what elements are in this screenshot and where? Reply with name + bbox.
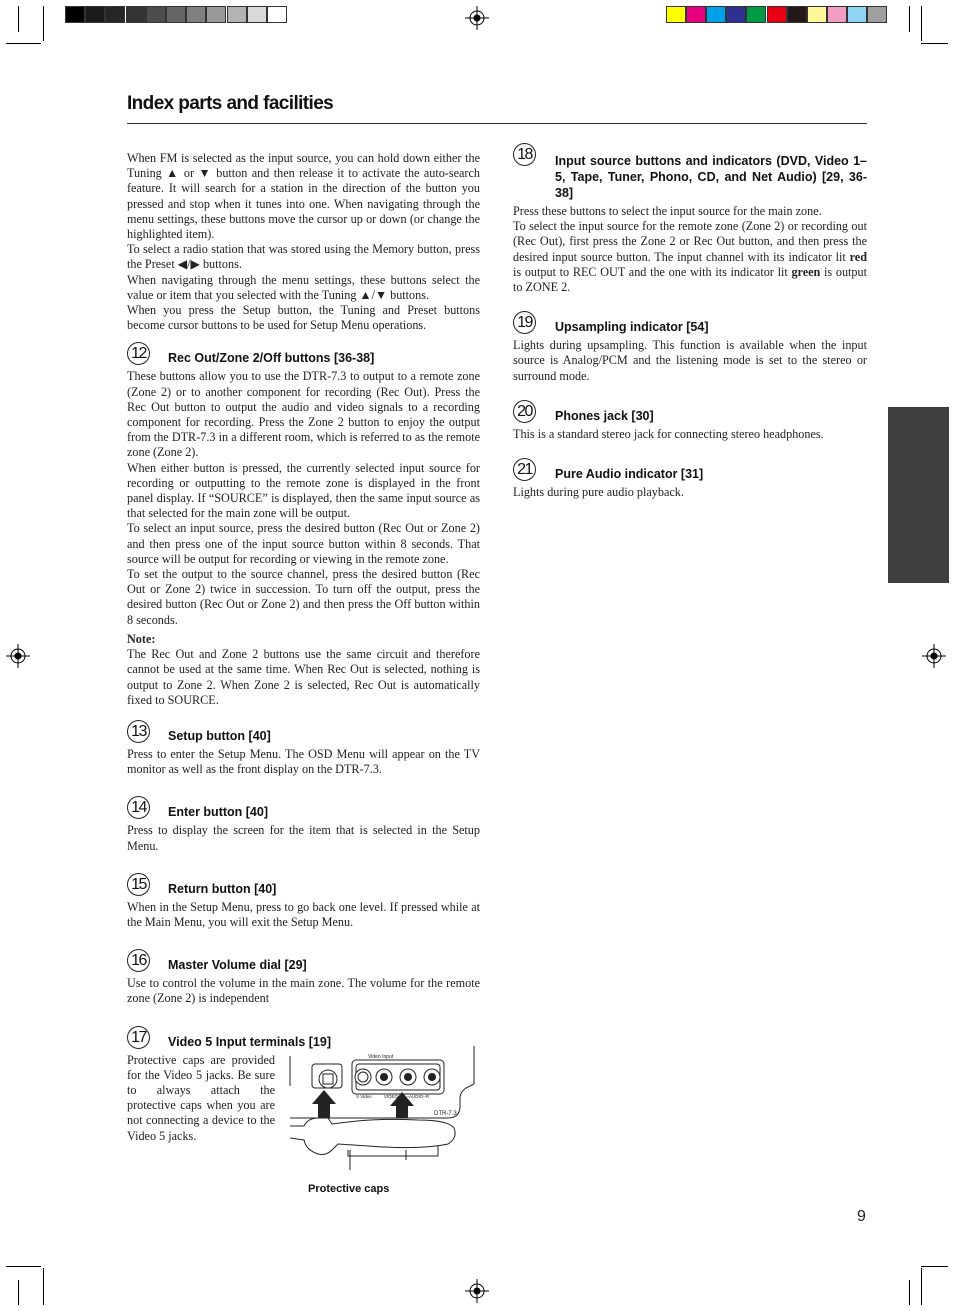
paragraph: To select a radio station that was stored using the Memory button, press the Preset ◀/▶ buttons. bbox=[127, 242, 480, 272]
callout-number: 16 bbox=[127, 949, 150, 972]
paragraph: To select an input source, press the desired button (Rec Out or Zone 2) and then press one of the input source button within 8 seconds. That source will be output for recording or viewing in the remote zone. bbox=[127, 521, 480, 566]
color-swatch bbox=[666, 6, 686, 23]
section-12 bbox=[127, 347, 480, 707]
section-19 bbox=[513, 316, 867, 384]
section-15 bbox=[127, 875, 480, 930]
paragraph: Lights during pure audio playback. bbox=[513, 485, 684, 500]
color-swatch bbox=[686, 6, 706, 23]
grayscale-swatch bbox=[126, 6, 146, 23]
section-20 bbox=[513, 402, 867, 442]
section-heading: Return button [40] bbox=[168, 881, 277, 896]
section-14 bbox=[127, 801, 480, 853]
section-heading: Master Volume dial [29] bbox=[168, 958, 307, 973]
paragraph: These buttons allow you to use the DTR-7.3 to output to a remote zone (Zone 2) or to another component for recording (Rec Out). Press the Rec Out button to output the audio and video signals to a recording component for recording. Press the Zone 2 button to enjoy the output from the DTR-7.3 in a different room, which is referred to as the remote zone (Zone 2). bbox=[127, 369, 480, 460]
text-run: is output to REC OUT and the one with its indicator lit bbox=[513, 264, 792, 279]
paragraph: When navigating through the menu settings, these buttons select the value or item that you selected with the Tuning ▲/▼ buttons. bbox=[127, 272, 480, 302]
green-label: green bbox=[791, 264, 821, 279]
paragraph: When in the Setup Menu, press to go back one level. If pressed while at the Main Menu, you will exit the Setup Menu. bbox=[127, 899, 480, 929]
section-heading: Video 5 Input terminals [19] bbox=[168, 1034, 332, 1049]
callout-number: 12 bbox=[127, 342, 150, 365]
paragraph: Press to enter the Setup Menu. The OSD Menu will appear on the TV monitor as well as the front display on the DTR-7.3. bbox=[127, 746, 480, 777]
grayscale-swatch bbox=[65, 6, 85, 23]
paragraph: When FM is selected as the input source, you can hold down either the Tuning ▲ or ▼ button and then release it to activate the auto-search feature. It will search for a station in the direction of the button you pressed and stop when it tunes into one. When navigating through the menu settings, these buttons move the cursor up or down (or change the highlighted item). bbox=[127, 151, 480, 242]
note-text: The Rec Out and Zone 2 buttons use the same circuit and therefore cannot be used at the same time. When Rec Out is selected, nothing is output to Zone 2. When Zone 2 is selected, Rec Out is automatically fixed to SOURCE. bbox=[127, 647, 480, 707]
grayscale-swatch bbox=[267, 6, 287, 23]
section-heading: Phones jack [30] bbox=[555, 408, 654, 423]
section-tab bbox=[888, 407, 949, 583]
registration-mark-icon bbox=[922, 644, 946, 668]
paragraph: Protective caps are provided for the Video 5 jacks. Be sure to always attach the protective caps when you are not connecting a device to the Video 5 jacks. bbox=[127, 1052, 275, 1143]
section-16 bbox=[127, 954, 480, 1006]
paragraph: Press these buttons to select the input source for the main zone. bbox=[513, 204, 822, 218]
callout-number: 19 bbox=[513, 311, 536, 334]
callout-number: 15 bbox=[127, 873, 150, 896]
callout-number: 17 bbox=[127, 1026, 150, 1049]
paragraph: Lights during upsampling. This function is available when the input source is Analog/PCM and the listening mode is set to the stereo or surround mode. bbox=[513, 338, 867, 383]
model-label: DTR-7.3 bbox=[434, 1111, 457, 1117]
section-heading: Pure Audio indicator [31] bbox=[555, 467, 704, 482]
section-heading: Upsampling indicator [54] bbox=[555, 320, 709, 335]
grayscale-swatch bbox=[247, 6, 267, 23]
text-run: To select the input source for the remote zone (Zone 2) or recording out (Rec Out), first press the Zone 2 or Rec Out button, and then press the desired input source button. The input channel with its indicator lit bbox=[513, 219, 867, 264]
section-heading: Rec Out/Zone 2/Off buttons [36-38] bbox=[168, 351, 375, 366]
note-label: Note: bbox=[127, 631, 156, 646]
section-21 bbox=[513, 463, 867, 500]
title-rule bbox=[127, 123, 867, 124]
grayscale-swatch bbox=[206, 6, 226, 23]
paragraph: When either button is pressed, the currently selected input source for recording or outputting to the remote zone is displayed in the front panel display. If “SOURCE” is displayed, then the same input source as that selected for the main zone will be output. bbox=[127, 460, 480, 521]
paragraph: To set the output to the source channel, press the desired button (Rec Out or Zone 2) twice in succession. To turn off the output, press the desired button (Rec Out or Zone 2) and then press the Off button within 8 seconds. bbox=[127, 567, 480, 627]
page-title: Index parts and facilities bbox=[127, 93, 334, 114]
registration-mark-icon bbox=[465, 6, 489, 30]
grayscale-swatch bbox=[105, 6, 125, 23]
registration-mark-icon bbox=[465, 1279, 489, 1303]
color-swatch bbox=[787, 6, 807, 23]
figure-caption: Protective caps bbox=[308, 1183, 390, 1195]
text-run: is output to ZONE 2. bbox=[513, 264, 868, 295]
grayscale-swatch bbox=[146, 6, 166, 23]
color-swatch bbox=[706, 6, 726, 23]
paragraph: Use to control the volume in the main zone. The volume for the remote zone (Zone 2) is independent bbox=[127, 976, 480, 1006]
svideo-label: S Video bbox=[356, 1094, 372, 1099]
callout-number: 21 bbox=[513, 458, 536, 481]
grayscale-swatch bbox=[227, 6, 247, 23]
color-swatch bbox=[746, 6, 766, 23]
color-swatch bbox=[767, 6, 787, 23]
section-heading: Enter button [40] bbox=[168, 805, 268, 820]
section-18 bbox=[513, 148, 867, 295]
grayscale-swatch bbox=[85, 6, 105, 23]
section-heading: Setup button [40] bbox=[168, 728, 271, 743]
right-column bbox=[513, 148, 867, 500]
paragraph: Press to display the screen for the item that is selected in the Setup Menu. bbox=[127, 823, 480, 853]
video5-terminal-illustration bbox=[288, 1046, 480, 1176]
color-swatch bbox=[847, 6, 867, 23]
callout-number: 14 bbox=[127, 796, 150, 819]
video-input-label: Video Input bbox=[368, 1054, 394, 1060]
video-label: VIDEO bbox=[384, 1094, 399, 1099]
registration-mark-icon bbox=[6, 644, 30, 668]
color-swatch bbox=[807, 6, 827, 23]
paragraph: When you press the Setup button, the Tuning and Preset buttons become cursor buttons to be used for Setup Menu operations. bbox=[127, 303, 480, 333]
paragraph bbox=[513, 219, 867, 295]
grayscale-swatch bbox=[166, 6, 186, 23]
audio-label: L–AUDIO–R bbox=[404, 1094, 430, 1099]
tuning-preset-description bbox=[127, 151, 480, 333]
paragraph: This is a standard stereo jack for connecting stereo headphones. bbox=[513, 426, 824, 441]
color-swatch bbox=[867, 6, 887, 23]
left-column bbox=[127, 151, 480, 1144]
section-13 bbox=[127, 722, 480, 777]
section-heading: Input source buttons and indicators (DVD, Video 1–5, Tape, Tuner, Phono, CD, and Net Audio) [29, 36-38] bbox=[555, 154, 867, 200]
color-swatch bbox=[726, 6, 746, 23]
callout-number: 20 bbox=[513, 400, 536, 423]
grayscale-swatch bbox=[186, 6, 206, 23]
color-swatch bbox=[827, 6, 847, 23]
callout-number: 13 bbox=[127, 720, 150, 743]
page-number: 9 bbox=[857, 1208, 866, 1225]
red-label: red bbox=[849, 249, 867, 264]
callout-number: 18 bbox=[513, 143, 536, 166]
